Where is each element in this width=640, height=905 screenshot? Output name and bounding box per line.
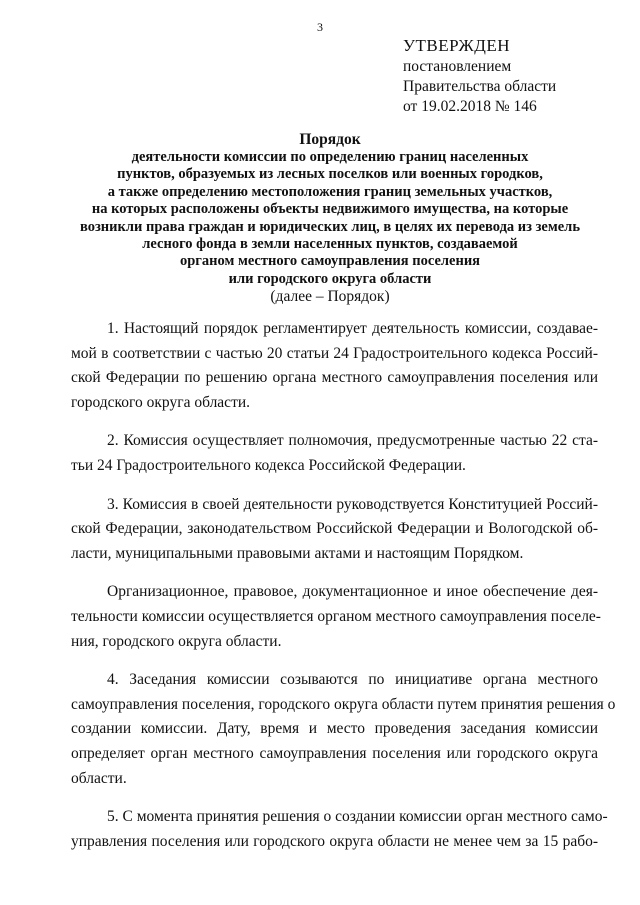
paragraph-4 (71, 668, 616, 791)
approval-line: Правительства области (403, 78, 557, 95)
text-line: самоуправления поселения, городского округа области путем принятия решения о (71, 695, 616, 713)
text-line: 2. Комиссия осуществляет полномочия, предусмотренные частью 22 ста- (107, 432, 598, 450)
text-line: тельности комиссии осуществляется органом местного самоуправления поселе- (71, 607, 601, 625)
title-line: пунктов, образуемых из лесных поселков или военных городков, (117, 166, 543, 183)
text-line: мой в соответствии с частью 20 статьи 24 Градостроительного кодекса Россий- (71, 344, 598, 362)
title-line: возникли права граждан и юридических лиц, в целях их перевода из земель (80, 218, 580, 235)
title-line: деятельности комиссии по определению границ населенных (131, 149, 529, 165)
paragraph-3-continued (71, 580, 601, 654)
document-title (60, 131, 600, 306)
title-line: а также определению местоположения границ земельных участков, (107, 183, 553, 200)
paragraph-1 (71, 317, 598, 415)
text-line: ния, городского округа области. (71, 632, 282, 650)
text-line: ской Федерации по решению органа местного самоуправления поселения или (71, 369, 598, 387)
document-body (71, 317, 616, 868)
paragraph-5 (71, 805, 608, 854)
title-main: Порядок (299, 131, 361, 148)
approval-heading: УТВЕРЖДЕН (403, 36, 510, 55)
title-line: лесного фонда в земли населенных пунктов, создаваемой (142, 236, 518, 253)
text-line: создании комиссии. Дату, время и место проведения заседания комиссии (71, 720, 598, 738)
text-line: 1. Настоящий порядок регламентирует деятельность комиссии, создавае- (107, 320, 598, 337)
text-line: управления поселения или городского округа области не менее чем за 15 рабо- (71, 832, 598, 850)
text-line: городского округа области. (71, 393, 251, 411)
paragraph-3 (71, 493, 598, 567)
approval-stamp (403, 36, 556, 117)
text-line: Организационное, правовое, документационное и иное обеспечение дея- (107, 583, 598, 601)
paragraph-2 (71, 429, 598, 478)
page-number: 3 (317, 20, 323, 34)
text-line: ской Федерации, законодательством Российской Федерации и Вологодской об- (71, 520, 598, 538)
text-line: 5. С момента принятия решения о создании комиссии орган местного само- (107, 808, 608, 826)
approval-line: постановлением (403, 58, 512, 75)
title-line: на которых расположены объекты недвижимого имущества, на которые (91, 201, 569, 218)
approval-line: от 19.02.2018 № 146 (403, 98, 537, 115)
title-suffix: (далее – Порядок) (270, 288, 390, 306)
title-line: или городского округа области (228, 270, 432, 287)
text-line: 3. Комиссия в своей деятельности руководствуется Конституцией Россий- (107, 495, 598, 513)
text-line: 4. Заседания комиссии созываются по инициативе органа местного (107, 671, 598, 689)
text-line: области. (71, 769, 127, 787)
text-line: тьи 24 Градостроительного кодекса Российской Федерации. (71, 456, 466, 474)
text-line: определяет орган местного самоуправления поселения или городского округа (71, 744, 598, 762)
title-line: органом местного самоуправления поселения (179, 253, 481, 270)
text-line: ласти, муниципальными правовыми актами и настоящим Порядком. (71, 544, 524, 562)
